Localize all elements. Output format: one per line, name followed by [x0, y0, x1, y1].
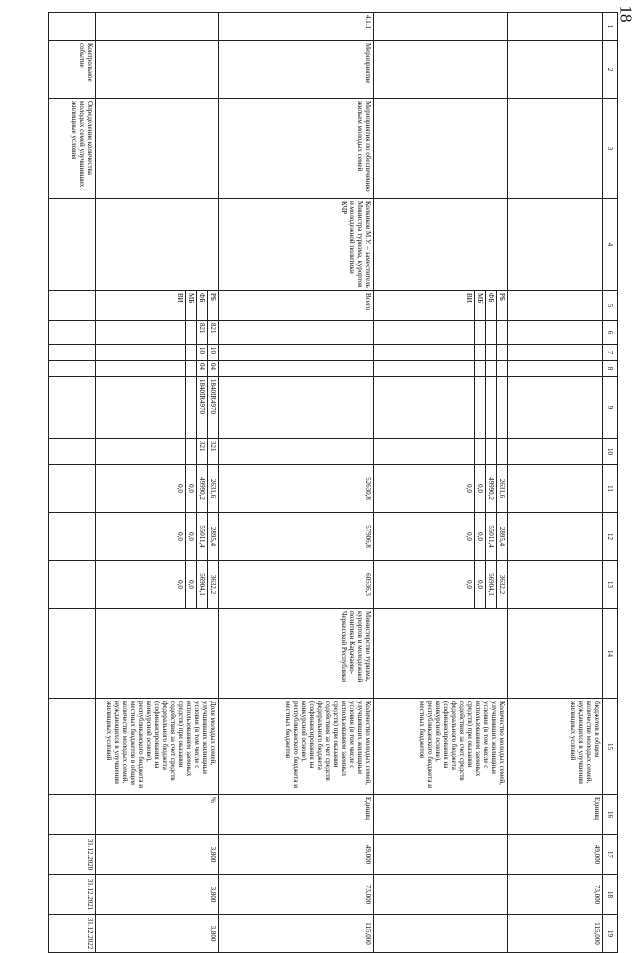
indicator-cell: Доля молодых семей, улучшивших жилищные условия (в том числе с использованием заемных средств) при оказании содействия за счет средств федерального бюджета (софинансирования на конкурсной основе), республиканского бюджета и местных бюджетов в общем количестве молодых семей, нуждающихся в улучшении жилищных условий [96, 699, 219, 795]
program-table [48, 12, 618, 953]
col-header: 16 [603, 795, 618, 835]
table-row [508, 13, 603, 953]
value-2021: 3,800 [96, 875, 219, 915]
control-name: Определение количества молодых семей улучшивших жилищные условия [49, 99, 96, 199]
code-cell: 821 [197, 321, 208, 345]
date-2022: 31.12.2022 [49, 915, 96, 953]
code-cell: 321 [208, 439, 219, 465]
document-page [48, 12, 618, 950]
col-header: 13 [603, 561, 618, 609]
col-header: 18 [603, 875, 618, 915]
amount-cell: 0,0 [475, 513, 486, 561]
amount-cell: 3632,2 [208, 561, 219, 609]
rotated-table-container [48, 12, 618, 950]
amount-cell: 49990,2 [486, 465, 497, 513]
code-cell: 1840IR4970 [197, 377, 208, 439]
header-row [603, 13, 618, 953]
code-cell: 10 [208, 345, 219, 361]
date-2020: 31.12.2020 [49, 835, 96, 875]
indicator-cell: Количество молодых семей, улучшивших жилищные условия (в том числе с использованием заемных средств) при оказании содействия за счет средств федерального бюджета (софинансирования на конкурсной основе), республиканского бюджета и местных бюджетов [219, 699, 374, 795]
amount-cell: 2895,4 [497, 513, 508, 561]
amount-cell: 0,0 [186, 465, 197, 513]
amount-cell: 55011,4 [197, 513, 208, 561]
page-number: 18 [616, 5, 636, 23]
funding-source: МБ [475, 291, 486, 321]
col-header: 11 [603, 465, 618, 513]
col-header: 19 [603, 915, 618, 953]
value-2020: 49,000 [508, 835, 603, 875]
col-header: 10 [603, 439, 618, 465]
value-2022: 115,000 [219, 915, 374, 953]
funding-source: ФБ [486, 291, 497, 321]
col-header: 4 [603, 199, 618, 291]
amount-cell: 56904,1 [197, 561, 208, 609]
code-cell: 04 [208, 361, 219, 377]
total-amount: 52630,8 [219, 465, 374, 513]
col-header: 15 [603, 699, 618, 795]
amount-cell: 56904,1 [486, 561, 497, 609]
amount-cell: 0,0 [475, 465, 486, 513]
funding-source: ВИ [374, 291, 475, 321]
amount-cell: 0,0 [96, 465, 186, 513]
table-row [49, 13, 96, 953]
amount-cell: 0,0 [374, 465, 475, 513]
table-row [219, 13, 374, 953]
value-2021: 73,000 [508, 875, 603, 915]
executor-cell: Министерство туризма, курортов и молодежной политики Карачаево-Черкесской Республики [219, 609, 374, 699]
amount-cell: 2631,6 [497, 465, 508, 513]
table-row [208, 13, 219, 953]
value-2021: 73,000 [219, 875, 374, 915]
table-row [497, 13, 508, 953]
responsible-person: Колкиков М.У. – заместитель Министра туризма, курортов и молодежной политики КЧР [219, 199, 374, 291]
code-cell: 10 [197, 345, 208, 361]
amount-cell: 0,0 [186, 561, 197, 609]
amount-cell: 3632,2 [497, 561, 508, 609]
funding-source: ФБ [197, 291, 208, 321]
col-header: 3 [603, 99, 618, 199]
funding-source: РБ [208, 291, 219, 321]
col-header: 5 [603, 291, 618, 321]
indicator-cell: бюджетов в общем количестве молодых семей, нуждающихся в улучшении жилищных условий [508, 699, 603, 795]
value-2020: 3,800 [96, 835, 219, 875]
amount-cell: 0,0 [374, 561, 475, 609]
event-name: Мероприятия по обеспечению жильем молодых семей [219, 99, 374, 199]
date-2021: 31.12.2021 [49, 875, 96, 915]
unit-cell: % [96, 795, 219, 835]
col-header: 2 [603, 41, 618, 99]
amount-cell: 0,0 [186, 513, 197, 561]
code-cell: 04 [197, 361, 208, 377]
col-header: 7 [603, 345, 618, 361]
code-cell: 821 [208, 321, 219, 345]
amount-cell: 49990,2 [197, 465, 208, 513]
col-header: 14 [603, 609, 618, 699]
amount-cell: 2631,6 [208, 465, 219, 513]
col-header: 9 [603, 377, 618, 439]
col-header: 8 [603, 361, 618, 377]
amount-cell: 55011,4 [486, 513, 497, 561]
amount-cell: 0,0 [96, 513, 186, 561]
value-2022: 3,800 [96, 915, 219, 953]
amount-cell: 0,0 [475, 561, 486, 609]
code-cell: 1840IR4970 [208, 377, 219, 439]
total-amount: 57906,8 [219, 513, 374, 561]
code-cell: 321 [197, 439, 208, 465]
indicator-cell: Количество молодых семей, улучшивших жилищные условия (в том числе с использованием заемных средств) при оказании содействия за счет средств федерального бюджета (софинансирования на конкурсной основе), республиканского бюджета и местных бюджетов [374, 699, 508, 795]
control-kind: Контрольное событие [49, 41, 96, 99]
total-amount: 60536,3 [219, 561, 374, 609]
value-2020: 49,000 [219, 835, 374, 875]
col-header: 12 [603, 513, 618, 561]
col-header: 6 [603, 321, 618, 345]
funding-source: ВИ [96, 291, 186, 321]
value-2022: 115,000 [508, 915, 603, 953]
col-header: 17 [603, 835, 618, 875]
funding-source: МБ [186, 291, 197, 321]
amount-cell: 2895,4 [208, 513, 219, 561]
event-number: 4.1.1 [219, 13, 374, 41]
unit-cell: Единиц [219, 795, 374, 835]
amount-cell: 0,0 [96, 561, 186, 609]
event-kind: Мероприятие [219, 41, 374, 99]
col-header: 1 [603, 13, 618, 41]
funding-source: РБ [497, 291, 508, 321]
total-label: Всего [219, 291, 374, 321]
unit-cell: Единиц [508, 795, 603, 835]
amount-cell: 0,0 [374, 513, 475, 561]
